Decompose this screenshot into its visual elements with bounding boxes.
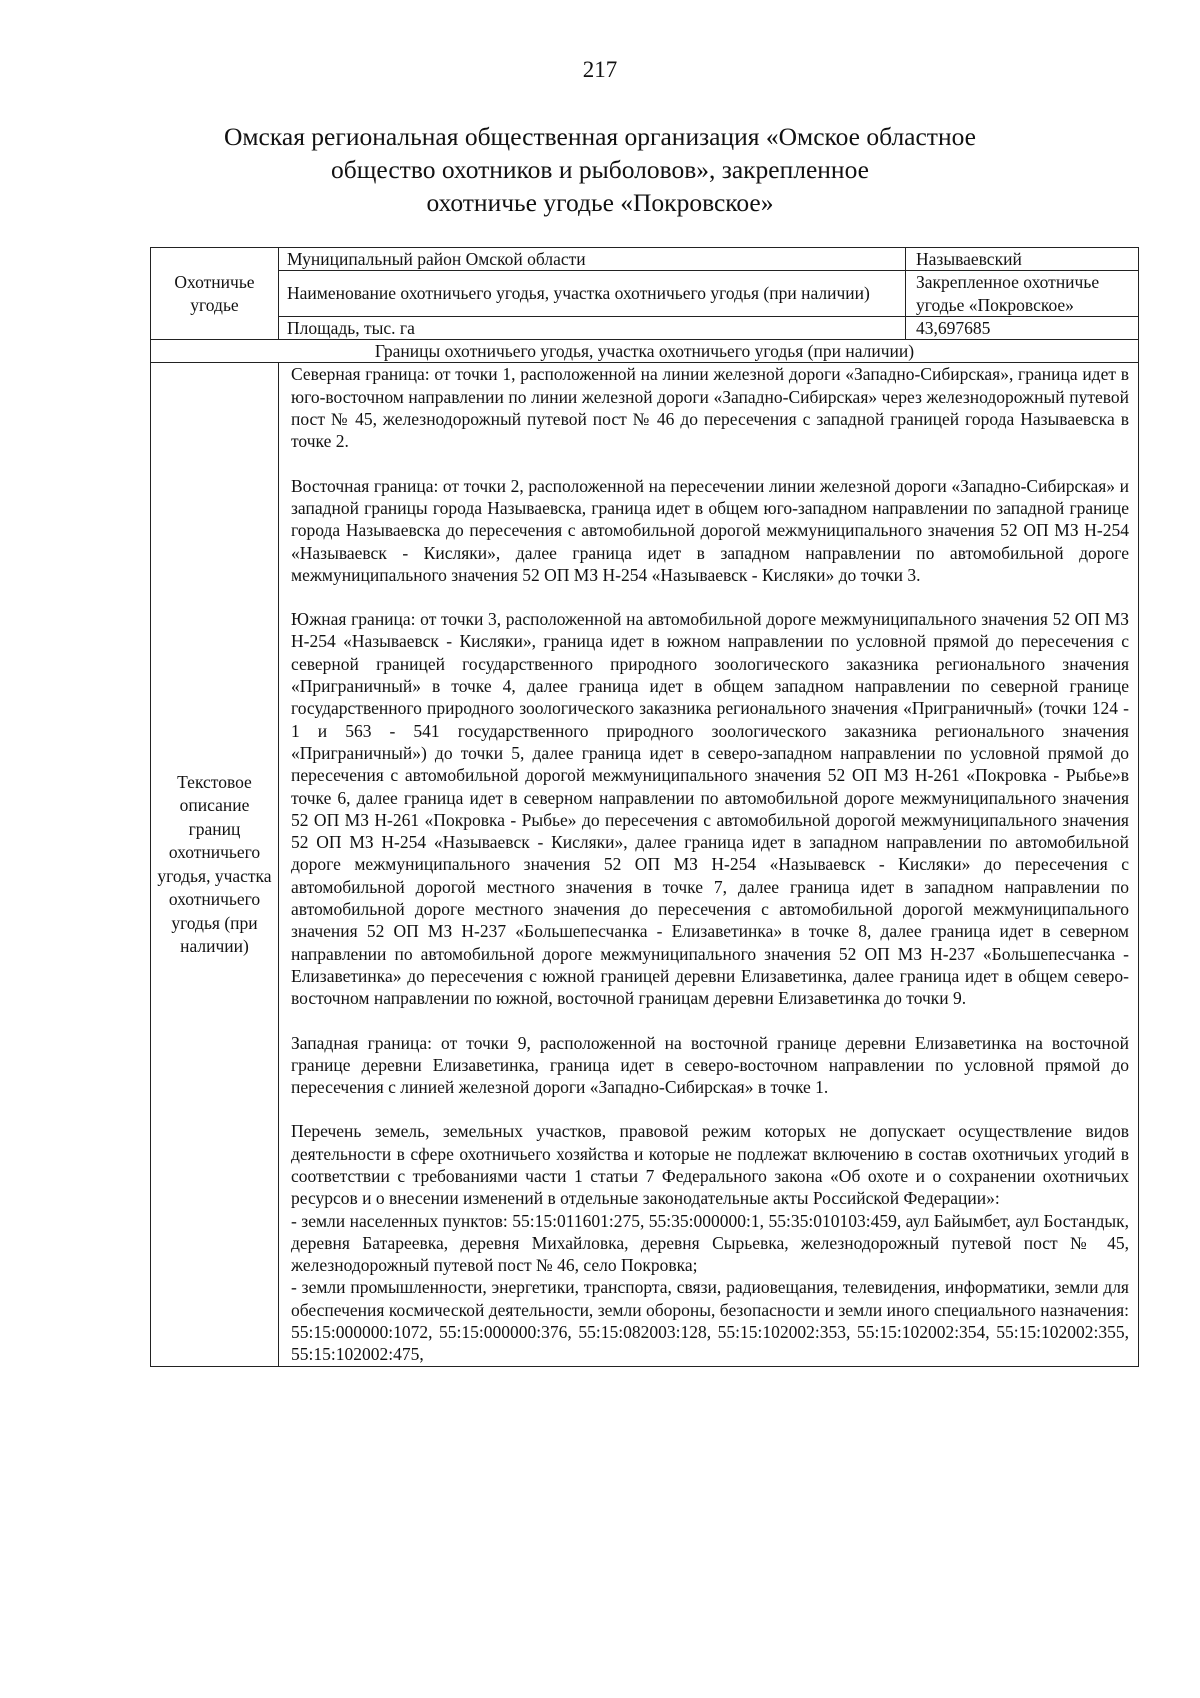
row-value-district: Называевский (906, 248, 1139, 271)
row-value-name: Закрепленное охотничье угодье «Покровское» (906, 271, 1139, 317)
row-label-district: Муниципальный район Омской области (279, 248, 906, 271)
table-row (151, 271, 1139, 317)
east-boundary-text: Восточная граница: от точки 2, расположенной на пересечении линии железной дороги «Западно-Сибирская» и западной границы города Называевска, граница идет в общем юго-западном направлении по западной границе города Называевска до пересечения с автомобильной дорогой межмуниципального значения 52 ОП МЗ Н-254 «Называевск - Кисляки», далее граница идет в западном направлении по автомобильной дороге межмуниципального значения 52 ОП МЗ Н-254 «Называевск - Кисляки» до точки 3. (291, 475, 1129, 585)
hunting-ground-table (150, 247, 1139, 1367)
west-boundary-text: Западная граница: от точки 9, расположенной на восточной границе деревни Елизаветинка на восточной границе деревни Елизаветинка, граница идет в северо-восточном направлении по условной прямой до пересечения с линией железной дороги «Западно-Сибирская» в точке 1. (291, 1032, 1129, 1098)
row-label-area: Площадь, тыс. га (279, 316, 906, 339)
hunting-ground-label: Охотничье угодье (151, 248, 279, 340)
exclusions-industrial: - земли промышленности, энергетики, транспорта, связи, радиовещания, телевидения, информатики, земли для обеспечения космической деятельности, земли обороны, безопасности и земли иного специального назначения: 55:15:000000:1072, 55:15:000000:376, 55:15:082003:128, 55:15:102002:353, 55:15:102002:354, 55:15:102002:355, 55:15:102002:475, (291, 1277, 1129, 1365)
title-line: охотничье угодье «Покровское» (426, 188, 774, 217)
page-number: 217 (582, 57, 618, 82)
boundaries-header: Границы охотничьего угодья, участка охотничьего угодья (при наличии) (151, 340, 1139, 363)
table-row (151, 363, 1139, 1366)
exclusions-settlements: - земли населенных пунктов: 55:15:011601:275, 55:35:000000:1, 55:35:010103:459, аул Байымбет, аул Бостандык, деревня Батареевка, деревня Михайловка, деревня Сырьевка, железнодорожный путевой пост № 45, железнодорожный путевой пост № 46, село Покровка; (291, 1210, 1129, 1276)
table-row (151, 316, 1139, 339)
description-label: Текстовое описание границ охотничьего угодья, участка охотничьего угодья (при наличии) (151, 363, 279, 1366)
table-row (151, 248, 1139, 271)
title-line: общество охотников и рыболовов», закрепленное (331, 155, 869, 184)
row-value-area: 43,697685 (906, 316, 1139, 339)
boundary-description (279, 363, 1139, 1366)
document-title (180, 120, 1020, 219)
table-row (151, 340, 1139, 363)
south-boundary-text: Южная граница: от точки 3, расположенной на автомобильной дороге межмуниципального значения 52 ОП МЗ Н-254 «Называевск - Кисляки», граница идет в южном направлении по условной прямой до пересечения с северной границей государственного природного зоологического заказника регионального значения «Приграничный» в точке 4, далее граница идет в общем западном направлении по северной границе государственного природного зоологического заказника регионального значения «Приграничный» (точки 124 - 1 и 563 - 541 государственного природного зоологического заказника регионального значения «Приграничный») до точки 5, далее граница идет в северо-западном направлении по условной прямой до пересечения с автомобильной дорогой межмуниципального значения 52 ОП МЗ Н-261 «Покровка - Рыбье»в точке 6, далее граница идет в северном направлении по автомобильной дороге межмуниципального значения 52 ОП МЗ Н-261 «Покровка - Рыбье» до пересечения с автомобильной дорогой межмуниципального значения 52 ОП МЗ Н-254 «Называевск - Кисляки», далее граница идет в западном направлении по автомобильной дороге межмуниципального значения 52 ОП МЗ Н-254 «Называевск - Кисляки» до пересечения с автомобильной дорогой местного значения в точке 7, далее граница идет в западном направлении по автомобильной дороге местного значения до пересечения с автомобильной дорогой межмуниципального значения 52 ОП МЗ Н-237 «Большепесчанка - Елизаветинка» в точке 8, далее граница идет в северном направлении по автомобильной дороге межмуниципального значения 52 ОП МЗ Н-237 «Большепесчанка - Елизаветинка» до пересечения с южной границей деревни Елизаветинка, далее граница идет в общем северо-восточном направлении по южной, восточной границам деревни Елизаветинка до точки 9. (291, 609, 1129, 1009)
exclusions-block (291, 1120, 1129, 1365)
row-label-name: Наименование охотничьего угодья, участка охотничьего угодья (при наличии) (279, 271, 906, 317)
title-line: Омская региональная общественная организация «Омское областное (224, 122, 976, 151)
exclusions-intro: Перечень земель, земельных участков, правовой режим которых не допускает осуществление видов деятельности в сфере охотничьего хозяйства и которые не подлежат включению в состав охотничьих угодий в соответствии с требованиями части 1 статьи 7 Федерального закона «Об охоте и о сохранении охотничьих ресурсов и о внесении изменений в отдельные законодательные акты Российской Федерации»: (291, 1121, 1129, 1209)
north-boundary-text: Северная граница: от точки 1, расположенной на линии железной дороги «Западно-Сибирская», граница идет в юго-восточном направлении по линии железной дороги «Западно-Сибирская» через железнодорожный путевой пост № 45, железнодорожный путевой пост № 46 до пересечения с западной границей города Называевска в точке 2. (291, 364, 1129, 452)
